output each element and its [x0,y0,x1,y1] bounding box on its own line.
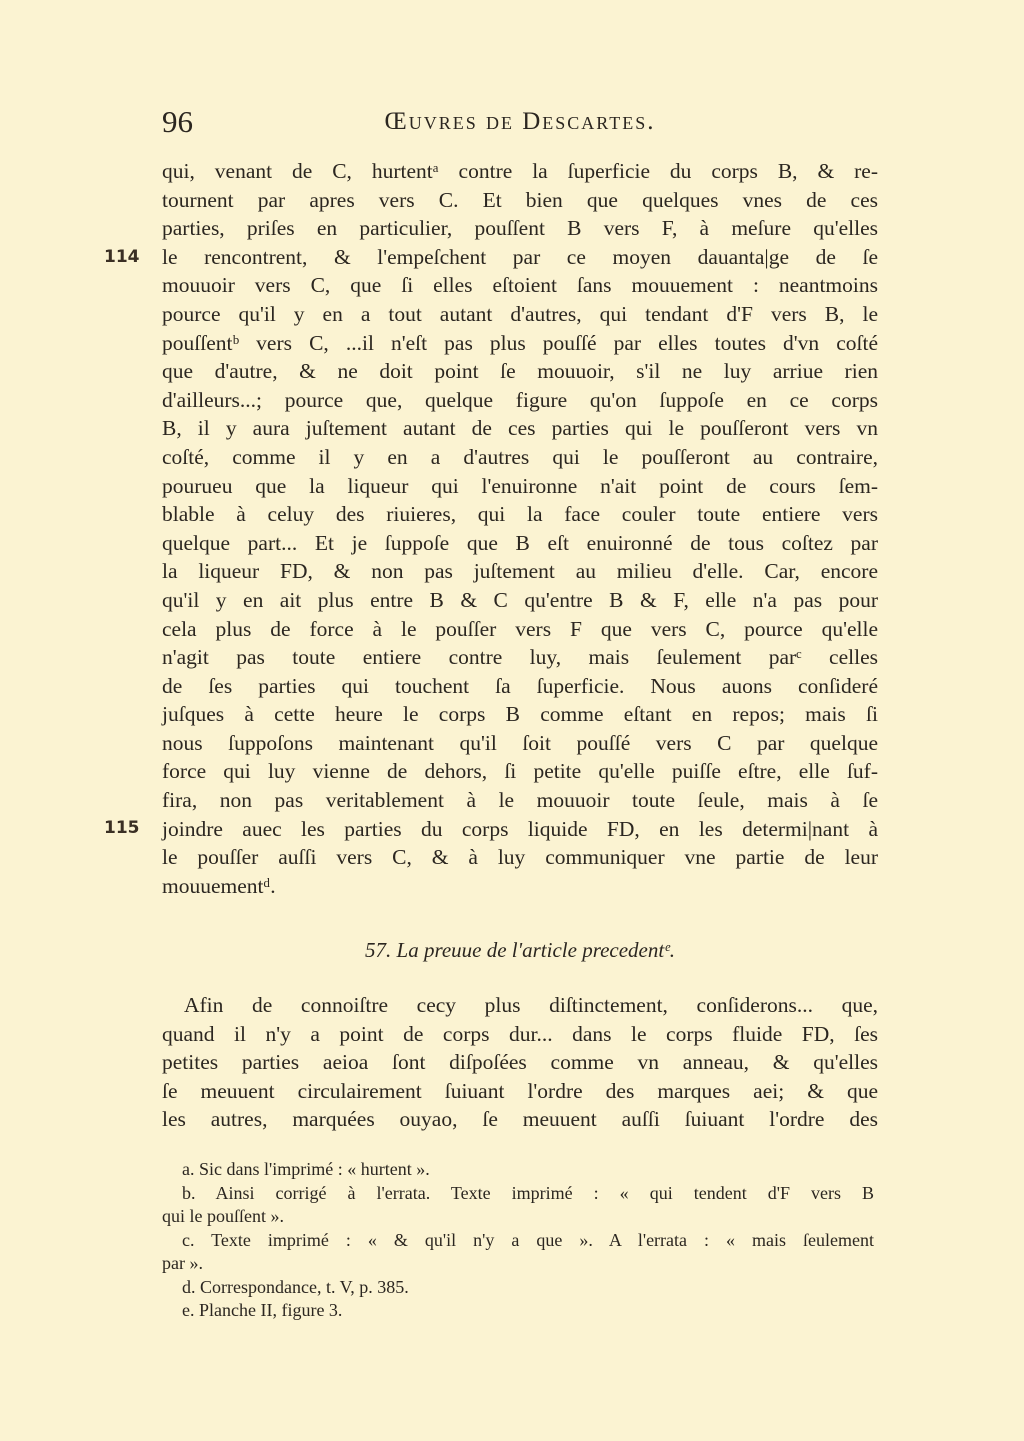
text-line: quelque part... Et je ſuppoſe que B eſt enuironné de tous coſtez par [162,530,878,555]
margin-line-number: 115 [104,818,140,838]
text-line: cela plus de force à le pouſſer vers F que vers C, pource qu'elle [162,616,878,641]
section-heading: 57. La preuue de l'article precedentᵉ. [365,938,675,962]
text-line: la liqueur FD, & non pas juſtement au milieu d'elle. Car, encore [162,559,878,584]
text-line: tournent par apres vers C. Et bien que quelques vnes de ces [162,187,878,212]
page-number: 96 [162,104,193,139]
footnote-line: e. Planche II, figure 3. [182,1300,343,1320]
text-line: le rencontrent, & l'empeſchent par ce moyen dauanta|ge de ſe [162,244,878,269]
body-paragraph [162,157,878,900]
text-line: petites parties aeioa ſont diſpoſées comme vn anneau, & qu'elles [162,1050,878,1075]
text-line: Afin de connoiſtre cecy plus diſtinctement, conſiderons... que, [184,993,878,1017]
text-line: joindre auec les parties du corps liquide FD, en les determi|nant à [162,816,878,841]
text-line: les autres, marquées ouyao, ſe meuuent auſſi ſuiuant l'ordre des [162,1107,878,1132]
text-line: n'agit pas toute entiere contre luy, mais ſeulement parᶜ celles [162,645,878,670]
text-line: le pouſſer auſſi vers C, & à luy communiquer vne partie de leur [162,845,878,870]
text-line: de ſes parties qui touchent ſa ſuperficie. Nous auons conſideré [162,673,878,698]
text-line: ſe meuuent circulairement ſuiuant l'ordre des marques aei; & que [162,1078,878,1103]
footnote-line: d. Correspondance, t. V, p. 385. [182,1276,409,1297]
text-line: force qui luy vienne de dehors, ſi petite qu'elle puiſſe eſtre, elle ſuf- [162,759,878,784]
text-line: qu'il y en ait plus entre B & C qu'entre B & F, elle n'a pas pour [162,587,878,612]
footnote-line: qui le pouſſent ». [162,1206,284,1226]
footnotes [162,1158,874,1323]
text-line: mouuementᵈ. [162,873,276,898]
text-line: pource qu'il y en a tout autant d'autres, qui tendant d'F vers B, le [162,301,878,326]
text-line: juſques à cette heure le corps B comme eſtant en repos; mais ſi [162,702,878,727]
running-title: Œuvres de Descartes. [384,108,656,135]
text-line: que d'autre, & ne doit point ſe mouuoir, s'il ne luy arriue rien [162,359,878,384]
text-line: pourueu que la liqueur qui l'enuironne n'ait point de cours ſem- [162,473,878,498]
footnote-line: par ». [162,1253,203,1273]
text-line: d'ailleurs...; pource que, quelque figure qu'on ſuppoſe en ce corps [162,387,878,412]
margin-line-number: 114 [104,247,140,267]
text-line: parties, priſes en particulier, pouſſent B vers F, à meſure qu'elles [162,216,878,241]
text-line: coſté, comme il y en a d'autres qui le pouſſeront au contraire, [162,444,878,469]
text-line: blable à celuy des riuieres, qui la face couler toute entiere vers [162,502,878,527]
footnote-line: a. Sic dans l'imprimé : « hurtent ». [182,1159,430,1179]
footnote-line: c. Texte imprimé : « & qu'il n'y a que ». A l'errata : « mais ſeulement [182,1229,874,1250]
body-paragraph-2 [162,991,878,1134]
text-line: B, il y aura juſtement autant de ces parties qui le pouſſeront vers vn [162,416,878,441]
footnote-line: b. Ainsi corrigé à l'errata. Texte imprimé : « qui tendent d'F vers B [182,1182,874,1203]
text-line: qui, venant de C, hurtentᵃ contre la ſuperficie du corps B, & re- [162,159,878,183]
text-line: fira, non pas veritablement à le mouuoir toute ſeule, mais à ſe [162,788,878,813]
text-line: mouuoir vers C, que ſi elles eſtoient ſans mouuement : neantmoins [162,273,878,298]
page-header [162,104,878,144]
text-line: quand il n'y a point de corps dur... dans le corps fluide FD, ſes [162,1021,878,1046]
text-line: nous ſuppoſons maintenant qu'il ſoit pouſſé vers C par quelque [162,730,878,755]
text-line: pouſſentᵇ vers C, ...il n'eſt pas plus pouſſé par elles toutes d'vn coſté [162,330,878,355]
